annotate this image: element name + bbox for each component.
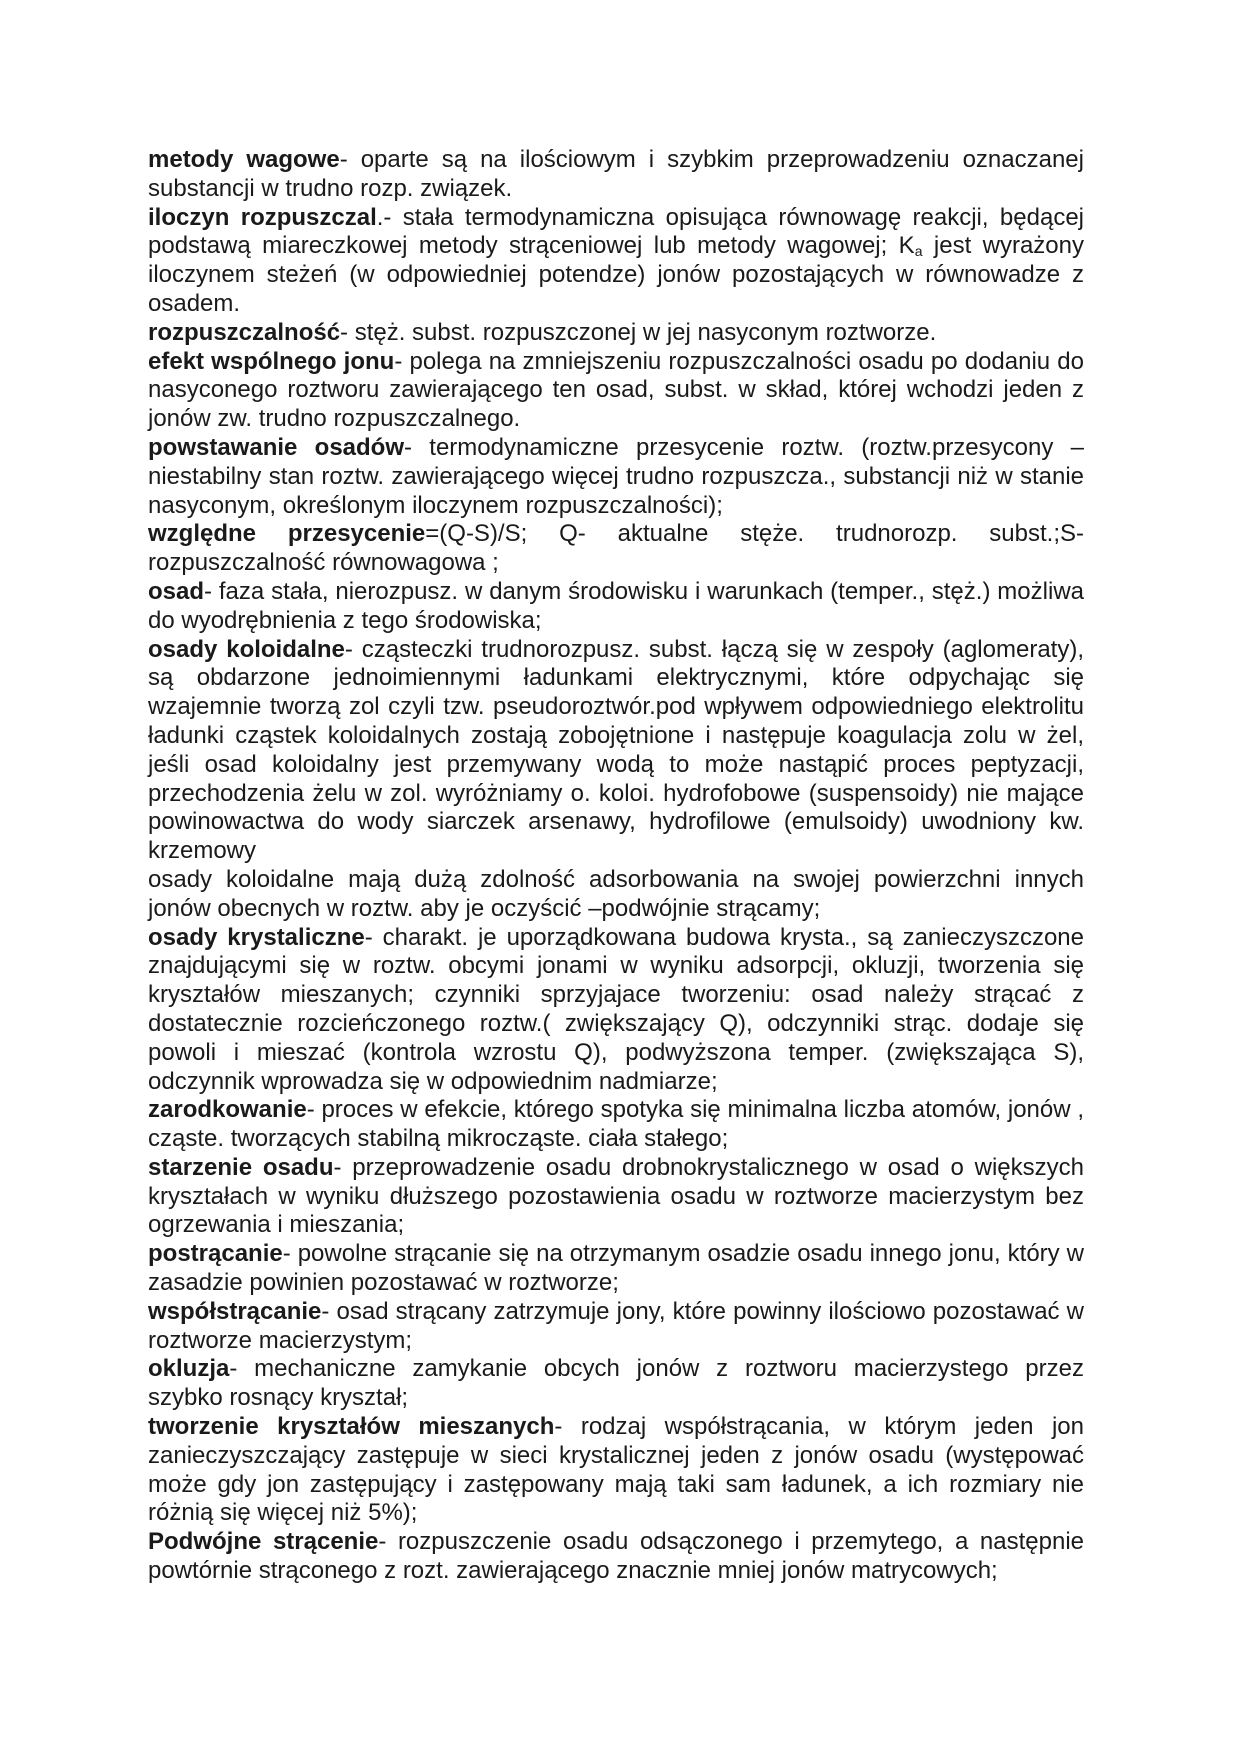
term: rozpuszczalność [148,318,341,346]
term: względne przesycenie [148,520,426,548]
definition: osady koloidalne mają dużą zdolność adsorbowania na swojej powierzchni innych jonów obecnych w roztw. aby je oczyścić –podwójnie strącamy; [148,865,1084,922]
term: osady koloidalne [148,635,345,663]
term: metody wagowe [148,146,340,173]
term: starzenie osadu [148,1153,334,1181]
definition: - powolne strącanie się na otrzymanym osadzie osadu innego jonu, który w zasadzie powinien pozostawać w roztworze; [148,1240,1084,1297]
document-page [148,146,1084,1586]
term: zarodkowanie [148,1096,307,1124]
entry-wspolstracanie [148,1298,1084,1356]
term: okluzja [148,1355,230,1383]
definition: - rodzaj współstrącania, w którym jeden jon zanieczyszczający zastępuje w sieci krystalicznej jeden z jonów osadu (występować może gdy jon zastępujący i zastępowany mają taki sam ładunek, a ich rozmiary nie różnią się więcej niż 5%); [148,1413,1084,1527]
definition: - oparte są na ilościowym i szybkim przeprowadzeniu oznaczanej substancji w trudno rozp. związek. [148,146,1084,202]
term: powstawanie osadów [148,433,404,461]
definition: - rozpuszczenie osadu odsączonego i przemytego, a następnie powtórnie strąconego z rozt. zawierającego znacznie mniej jonów matrycowych; [148,1528,1084,1585]
entry-postracanie [148,1240,1084,1298]
entry-powstawanie-osadow [148,434,1084,520]
definition: .- stała termodynamiczna opisująca równowagę reakcji, będącej podstawą miareczkowej metody strąceniowej lub metody wagowej; K [148,203,1084,260]
term: współstrącanie [148,1297,322,1325]
entry-osady-koloidalne [148,636,1084,866]
term: osad [148,577,205,605]
term: postrącanie [148,1240,283,1268]
entry-osady-krystaliczne [148,924,1084,1097]
term: iloczyn rozpuszczal [148,203,377,231]
entry-iloczyn-rozpuszczal [148,204,1084,319]
entry-starzenie-osadu [148,1154,1084,1240]
term: tworzenie kryształów mieszanych [148,1413,555,1441]
entry-metody-wagowe [148,146,1084,204]
entry-osady-koloidalne-note [148,866,1084,924]
definition: - termodynamiczne przesycenie roztw. (roztw.przesycony – niestabilny stan roztw. zawierającego więcej trudno rozpuszcza., substancji niż w stanie nasyconym, określonym iloczynem rozpuszczalności); [148,433,1084,519]
entry-tworzenie-krysztalow-mieszanych [148,1413,1084,1528]
subscript: a [914,243,923,260]
entry-rozpuszczalnosc [148,319,1084,348]
entry-wzgledne-przesycenie [148,520,1084,578]
entry-podwojne-stracenie [148,1528,1084,1586]
definition: =(Q-S)/S; Q- aktualne stęże. trudnorozp. subst.;S-rozpuszczalność równowagowa ; [148,520,1084,577]
definition: - przeprowadzenie osadu drobnokrystalicznego w osad o większych kryształach w wyniku dłuższego pozostawienia osadu w roztworze macierzystym bez ogrzewania i mieszania; [148,1153,1084,1239]
definition: - mechaniczne zamykanie obcych jonów z roztworu macierzystego przez szybko rosnący kryształ; [148,1355,1084,1412]
entry-zarodkowanie [148,1096,1084,1154]
definition: - polega na zmniejszeniu rozpuszczalności osadu po dodaniu do nasyconego roztworu zawierającego ten osad, subst. w skład, której wchodzi jeden z jonów zw. trudno rozpuszczalnego. [148,347,1084,433]
entry-osad [148,578,1084,636]
definition: - cząsteczki trudnorozpusz. subst. łączą się w zespoły (aglomeraty), są obdarzone jednoimiennymi ładunkami elektrycznymi, które odpychając się wzajemnie tworzą zol czyli tzw. pseudoroztwór.pod wpływem odpowiedniego elektrolitu ładunki cząstek koloidalnych zostają zobojętnione i następuje koagulacja zolu w żel, jeśli osad koloidalny jest przemywany wodą to może nastąpić proces peptyzacji, przechodzenia żelu w zol. wyróżniamy o. koloi. hydrofobowe (suspensoidy) nie mające powinowactwa do wody siarczek arsenawy, hydrofilowe (emulsoidy) uwodniony kw. krzemowy [148,635,1084,865]
definition: - proces w efekcie, którego spotyka się minimalna liczba atomów, jonów , cząste. tworzących stabilną mikrocząste. ciała stałego; [148,1096,1084,1153]
term: efekt wspólnego jonu [148,347,395,375]
entry-okluzja [148,1355,1084,1413]
term: Podwójne strącenie [148,1528,379,1556]
entry-efekt-wspolnego-jonu [148,348,1084,434]
definition: - faza stała, nierozpusz. w danym środowisku i warunkach (temper., stęż.) możliwa do wyodrębnienia z tego środowiska; [148,577,1084,634]
definition-continued: jest wyrażony iloczynem steżeń (w odpowiedniej potendze) jonów pozostających w równowadze z osadem. [148,232,1084,317]
term: osady krystaliczne [148,923,365,951]
definition: - stęż. subst. rozpuszczonej w jej nasyconym roztworze. [340,318,937,346]
definition: - charakt. je uporządkowana budowa krysta., są zanieczyszczone znajdującymi się w roztw. obcymi jonami w wyniku adsorpcji, okluzji, tworzenia się kryształów mieszanych; czynniki sprzyjajace tworzeniu: osad należy strącać z dostatecznie rozcieńczonego roztw.( zwiększający Q), odczynniki strąc. dodaje się powoli i mieszać (kontrola wzrostu Q), podwyższona temper. (zwiększająca S), odczynnik wprowadza się w odpowiednim nadmiarze; [148,923,1084,1095]
definition: - osad strącany zatrzymuje jony, które powinny ilościowo pozostawać w roztworze macierzystym; [148,1297,1084,1354]
